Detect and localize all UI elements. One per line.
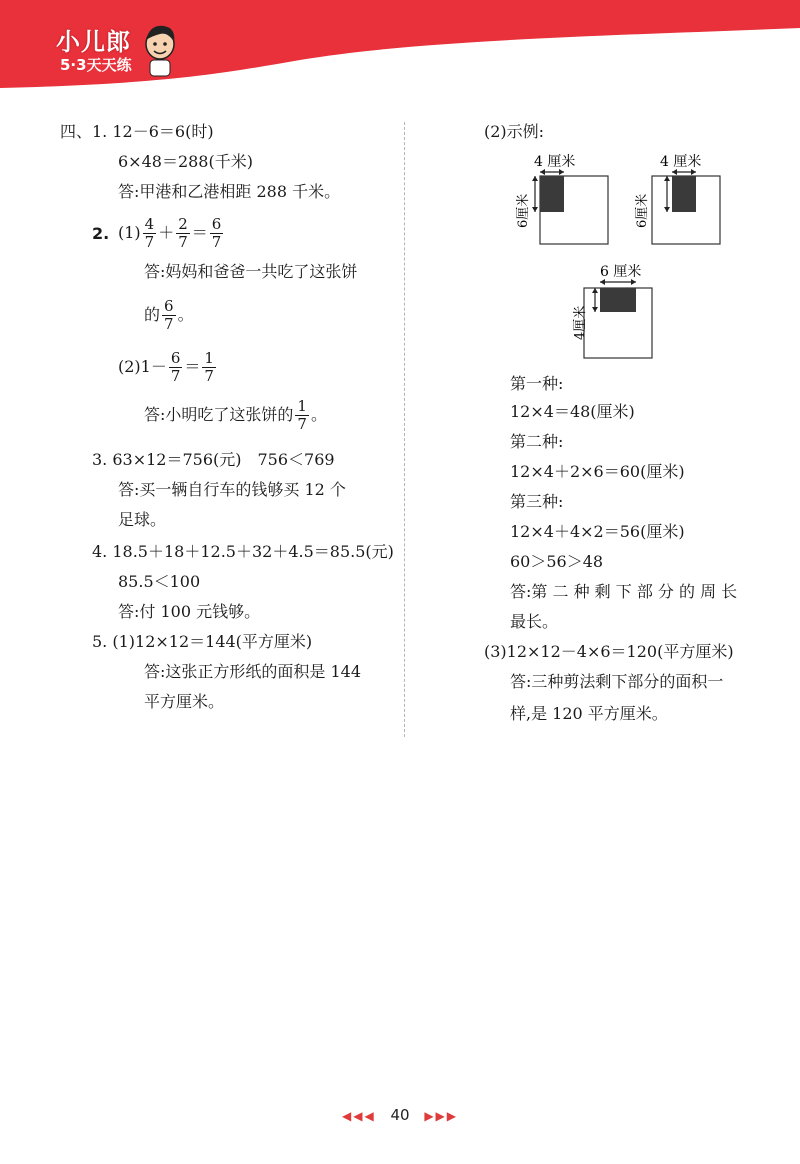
q4-4-compare: 85.5＜100 [118,572,201,591]
q5-2-example-label: (2)示例: [484,122,545,141]
fraction: $\frac{6}{7}$ [211,215,222,251]
label-6cm-vertical: 6厘米 [516,193,531,228]
q4-1-line2: 6×48＝288(千米) [118,152,253,171]
q4-2-1-answer-line1: 答:妈妈和爸爸一共吃了这张饼 [144,262,358,281]
fraction: $\frac{2}{7}$ [178,215,188,251]
label-4cm: 4 厘米 [534,154,576,170]
q4-5-1-answer-line1: 答:这张正方形纸的面积是 144 [144,662,362,681]
q4-1-answer: 答:甲港和乙港相距 288 千米。 [118,182,341,201]
q4-2-1-prefix: (1) [118,223,141,242]
fraction: $\frac{1}{7}$ [297,397,307,433]
label-6cm-vertical: 6厘米 [635,193,650,228]
answer-2-line2: 最长。 [510,612,559,631]
q4-3-equation: 3. 63×12＝756(元) 756＜769 [92,450,335,469]
brand-subtitle: 5·3天天练 [60,56,132,74]
label-4cm-vertical: 4厘米 [573,305,588,340]
fraction: $\frac{1}{7}$ [204,349,214,385]
q4-4-equation: 4. 18.5＋18＋12.5＋32＋4.5＝85.5(元) [92,542,394,561]
method-2-equation: 12×4＋2×6＝60(厘米) [510,462,685,481]
page-number: 40 [390,1106,410,1124]
next-arrows-icon: ▶▶▶ [424,1109,459,1123]
diagram-2 [634,153,720,244]
q5-3-equation: (3)12×12－4×6＝120(平方厘米) [484,642,734,661]
comparison: 60＞56＞48 [510,552,604,571]
q4-5-1-answer-line2: 平方厘米。 [144,692,225,711]
q4-3-answer-line1: 答:买一辆自行车的钱够买 12 个 [118,480,346,499]
q4-5-1-equation: 5. (1)12×12＝144(平方厘米) [92,632,313,651]
label-6cm: 6 厘米 [600,264,642,280]
mascot-boy-icon [140,22,180,78]
label-4cm: 4 厘米 [660,154,702,170]
q4-2-1-answer-line2: 的 $\frac{6}{7}$ 。 [144,297,194,333]
cutting-diagrams [506,148,756,363]
fraction: $\frac{4}{7}$ [144,215,155,251]
prev-arrows-icon: ◀◀◀ [341,1109,376,1123]
method-2-label: 第二种: [510,432,564,451]
q4-3-answer-line2: 足球。 [118,510,167,529]
q4-4-answer: 答:付 100 元钱够。 [118,602,261,621]
fraction: $\frac{6}{7}$ [164,297,174,333]
answer-2-line1: 答:第 二 种 剩 下 部 分 的 周 长 [510,582,738,601]
method-3-equation: 12×4＋4×2＝56(厘米) [510,522,685,541]
page-footer [0,1106,800,1124]
q4-2-1-equation [118,214,225,252]
column-divider [404,122,405,737]
diagram-3 [572,263,652,358]
q4-2-2-equation: (2)1－ $\frac{6}{7}$ ＝ $\frac{1}{7}$ [118,349,214,385]
diagram-1 [515,153,608,244]
method-3-label: 第三种: [510,492,564,511]
q4-2-label: 2. [92,224,110,243]
q4-2-2-answer: 答:小明吃了这张饼的 $\frac{1}{7}$ 。 [144,397,327,433]
brand-logo-text: 小儿郎 [56,28,131,56]
answer-3-line1: 答:三种剪法剩下部分的面积一 [510,672,724,691]
answer-3-line2: 样,是 120 平方厘米。 [510,704,668,723]
q4-1-line1: 四、1. 12－6＝6(时) [60,122,214,141]
header-banner [0,0,800,90]
plus-sign: ＋ [158,223,175,242]
method-1-equation: 12×4＝48(厘米) [510,402,635,421]
fraction: $\frac{6}{7}$ [170,349,181,385]
method-1-label: 第一种: [510,374,564,393]
equals-sign: ＝ [191,223,208,242]
